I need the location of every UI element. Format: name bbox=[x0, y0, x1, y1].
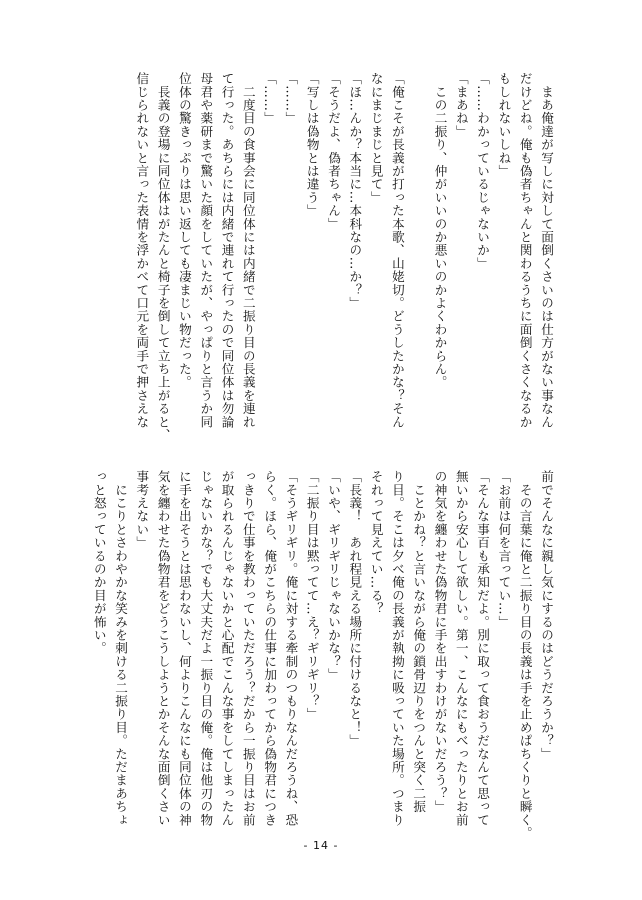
text-line: が取られるんじゃないかと心配でこんな事をしてしまったん bbox=[219, 470, 235, 827]
text-line: っと怒っているのか目が怖い。 bbox=[91, 470, 107, 655]
text-line: 「……」 bbox=[283, 72, 299, 125]
text-line: その言葉に俺と二振り目の長義は手を止めぱちくりと瞬く。 bbox=[517, 470, 533, 840]
text-line: 「まあね」 bbox=[453, 72, 469, 138]
text-line: 位体の驚きっぷりは思い返しても凄まじい物だった。 bbox=[176, 72, 192, 389]
text-line: 事考えない」 bbox=[134, 470, 150, 550]
text-line: 「お前は何を言ってい…」 bbox=[496, 470, 512, 629]
text-column-bottom bbox=[91, 470, 557, 865]
text-line: 信じられないと言った表情を浮かべて口元を両手で押さえな bbox=[134, 72, 150, 429]
text-line: て行った。あちらには内緒で連れて行ったので同位体は勿論 bbox=[219, 72, 235, 429]
text-line: 長義の登場に同位体はがたんと椅子を倒して立ち上がると、 bbox=[155, 72, 171, 442]
text-line: 「……」 bbox=[262, 72, 278, 125]
text-line: に手を出そうとは思わないし、何よりこんなにも同位体の神 bbox=[176, 470, 192, 827]
text-line: ことかね？と言いながら俺の鎖骨辺りをつんと突く二振 bbox=[411, 470, 427, 814]
text-line: この二振り、仲がいいのか悪いのかよくわからん。 bbox=[432, 72, 448, 389]
text-line: っきりで仕事を教わっていただろう？だから一振り目はお前 bbox=[240, 470, 256, 827]
text-line: 「二振り目は黙ってて…え？ギリギリ？」 bbox=[304, 470, 320, 721]
text-column-top bbox=[101, 72, 557, 467]
text-line: 「そんな事百も承知だよ。別に取って食おうだなんて思って bbox=[475, 470, 491, 827]
page-number: - 14 - bbox=[303, 839, 339, 852]
text-line: 「写しは偽物とは違う」 bbox=[304, 72, 320, 218]
text-line: なにまじまじと見て」 bbox=[368, 72, 384, 204]
text-line: 「そうギリギリ。俺に対する牽制のつもりなんだろうね、恐 bbox=[283, 470, 299, 827]
text-line: にこりとさわやかな笑みを刺ける二振り目。ただまあちょ bbox=[113, 470, 129, 827]
text-line: 「いや、ギリギリじゃないかな？」 bbox=[326, 470, 342, 682]
text-line: 母君や薬研まで驚いた顔をしていたが、やっぱりと言うか同 bbox=[198, 72, 214, 429]
text-line: それって見えてい…る？ bbox=[368, 470, 384, 616]
text-line bbox=[408, 72, 429, 467]
text-line: もしれないしね」 bbox=[496, 72, 512, 178]
text-line: 「……わかっているじゃないか」 bbox=[475, 72, 491, 270]
text-line: まあ俺達が写しに対して面倒くさいのは仕方がない事なん bbox=[539, 72, 554, 429]
text-line: 無いから安心して欲しい。第一、こんなにもべったりとお前 bbox=[453, 470, 469, 827]
text-line: 「長義！ あれ程見える場所に付けるなと！」 bbox=[347, 470, 363, 748]
text-line: の神気を纏わせた偽物君に手を出すわけがないだろう？」 bbox=[432, 470, 448, 814]
text-line: 二度目の食事会に同位体には内緒で二振り目の長義を連れ bbox=[240, 72, 256, 429]
text-line: 気を纏わせた偽物君をどうこうしようとかそんな面倒くさい bbox=[155, 470, 171, 827]
text-line: 前でそんなに親し気にするのはどうだろうか？」 bbox=[539, 470, 554, 761]
text-line: じゃないかな？でも大丈夫だよ一振り目の俺。俺は他刃の物 bbox=[198, 470, 214, 827]
text-line: 「俺こそが長義が打った本歌、山姥切。どうしたかな？そん bbox=[389, 72, 405, 429]
text-line: 「ほ…んか？本当に…本科なの…か？」 bbox=[347, 72, 363, 310]
text-line: だけどね。俺も偽者ちゃんと関わるうちに面倒くさくなるか bbox=[517, 72, 533, 429]
text-line: らく。ほら、俺がこちらの仕事に加わってから偽物君につき bbox=[262, 470, 278, 827]
text-line: り目。そこは夕べ俺の長義が執拗に吸っていた場所。つまり bbox=[389, 470, 405, 827]
text-line: 「そうだよ、偽者ちゃん」 bbox=[326, 72, 342, 231]
